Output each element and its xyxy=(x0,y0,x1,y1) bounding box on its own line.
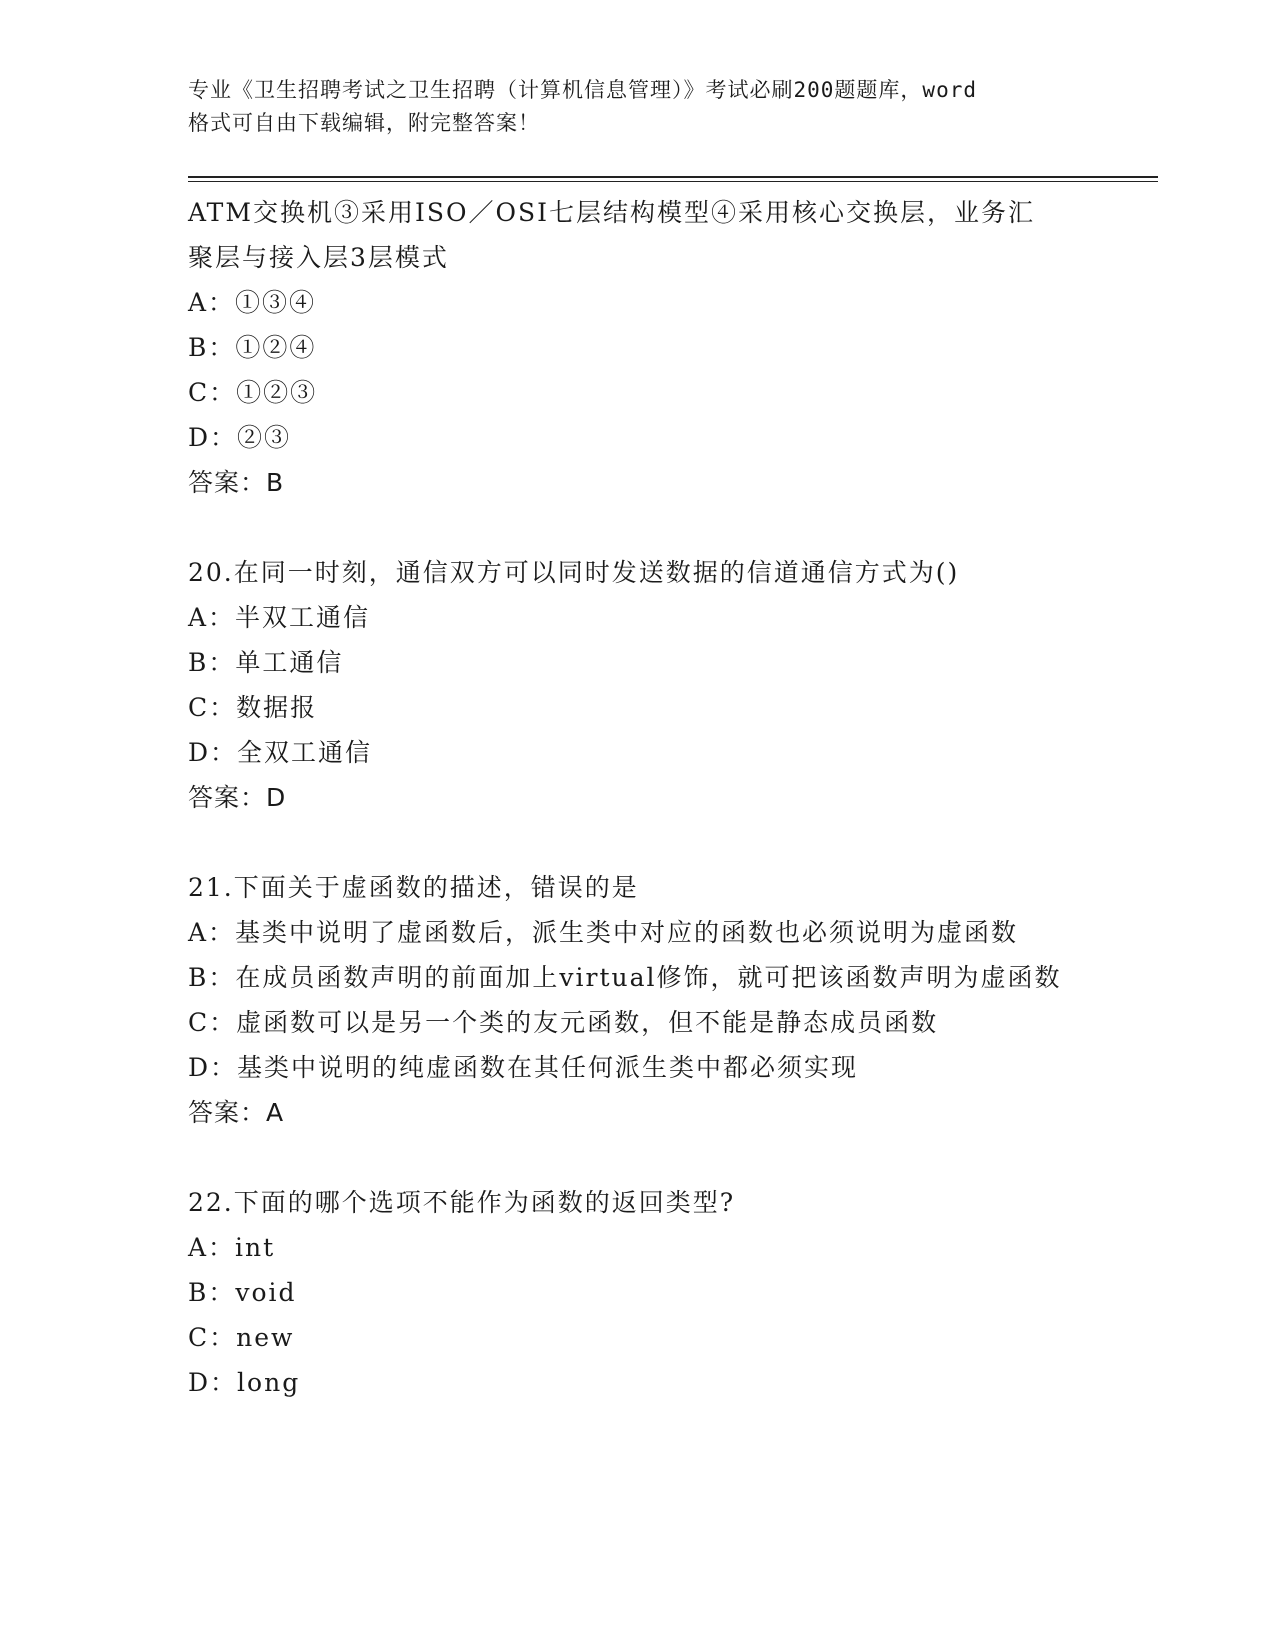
option-c: C：数据报 xyxy=(188,693,318,722)
question-22 xyxy=(188,1180,1088,1405)
question-21 xyxy=(188,865,1088,1135)
question-stem: 20.在同一时刻，通信双方可以同时发送数据的信道通信方式为() xyxy=(188,558,960,587)
option-d: D：②③ xyxy=(188,423,292,452)
option-a: A：半双工通信 xyxy=(188,603,371,632)
header-line-1: 专业《卫生招聘考试之卫生招聘（计算机信息管理）》考试必刷200题题库，word xyxy=(188,78,977,102)
question-stem: 21.下面关于虚函数的描述，错误的是 xyxy=(188,873,639,902)
option-b: B：void xyxy=(188,1278,297,1307)
answer-line: 答案：B xyxy=(188,468,285,497)
question-list xyxy=(188,190,1088,1405)
option-c: C：虚函数可以是另一个类的友元函数，但不能是静态成员函数 xyxy=(188,1008,939,1037)
question-19-tail xyxy=(188,190,1088,505)
option-d: D：long xyxy=(188,1368,301,1397)
question-stem: ATM交换机③采用ISO／OSI七层结构模型④采用核心交换层，业务汇 xyxy=(188,198,1035,227)
option-a: A：①③④ xyxy=(188,288,317,317)
answer-line: 答案：A xyxy=(188,1098,285,1127)
header-divider-thin xyxy=(188,181,1158,182)
option-c: C：①②③ xyxy=(188,378,318,407)
question-stem: 22.下面的哪个选项不能作为函数的返回类型? xyxy=(188,1188,736,1217)
option-b: B：单工通信 xyxy=(188,648,344,677)
option-c: C：new xyxy=(188,1323,295,1352)
header-divider-thick xyxy=(188,176,1158,178)
option-a: A：基类中说明了虚函数后，派生类中对应的函数也必须说明为虚函数 xyxy=(188,918,1019,947)
header-line-2: 格式可自由下载编辑，附完整答案！ xyxy=(188,111,540,135)
question-stem-continued: 聚层与接入层3层模式 xyxy=(188,243,449,272)
option-d: D：全双工通信 xyxy=(188,738,373,767)
option-b: B：①②④ xyxy=(188,333,317,362)
question-20 xyxy=(188,550,1088,820)
document-header xyxy=(188,74,1088,140)
answer-line: 答案：D xyxy=(188,783,287,812)
option-d: D：基类中说明的纯虚函数在其任何派生类中都必须实现 xyxy=(188,1053,859,1082)
option-a: A：int xyxy=(188,1233,276,1262)
option-b: B：在成员函数声明的前面加上virtual修饰，就可把该函数声明为虚函数 xyxy=(188,963,1062,992)
